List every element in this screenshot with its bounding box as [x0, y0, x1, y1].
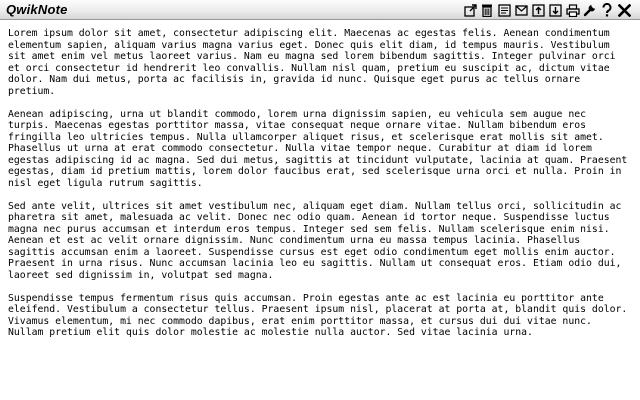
printer-icon — [566, 4, 580, 17]
note-paragraph: Aenean adipiscing, urna ut blandit commodo, lorem urna dignissim sapien, eu vehicula sem augue nec turpis. Maecenas egestas porttitor massa, vitae consequat neque ornare vitae. Nullam bibendum eros fringilla leo ultricies tempus. Nulla ullamcorper aliquet risus, et scelerisque erat mollis sit amet. Phasellus ut urna at erat commodo consectetur. Nulla vitae tempor neque. Curabitur at diam id lorem egestas adipiscing id ac magna. Sed dui metus, sagittis at tincidunt vulputate, lacinia at quam. Praesent egestas, diam id pretium mattis, lorem dolor faucibus erat, sed scelerisque urna orci et nulla. Proin in nisl eget ligula rutrum sagittis. — [8, 108, 628, 189]
note-paragraph: Suspendisse tempus fermentum risus quis accumsan. Proin egestas ante ac est lacinia eu porttitor ante eleifend. Vestibulum a consectetur tellus. Praesent ipsum nisl, placerat at porta at, blandit quis dolor. Vivamus elementum, mi nec commodo dapibus, erat enim porttitor massa, et cursus dui dui vitae nunc. Nullam pretium elit quis dolor molestie ac molestie nulla auctor. Sed vitae lacinia urna. — [8, 292, 628, 338]
close-button[interactable] — [616, 2, 632, 18]
upload-button[interactable] — [530, 2, 546, 18]
envelope-icon — [515, 4, 528, 17]
print-button[interactable] — [564, 2, 581, 18]
external-open-button[interactable] — [462, 2, 478, 18]
trash-icon — [481, 3, 493, 17]
help-button[interactable] — [599, 2, 615, 18]
question-mark-icon — [601, 3, 613, 17]
download-icon — [549, 4, 562, 17]
title-bar — [0, 0, 640, 20]
close-x-icon — [618, 4, 631, 17]
note-editor[interactable] — [8, 28, 632, 394]
app-title: QwikNote — [6, 2, 68, 17]
toolbar — [461, 2, 632, 18]
new-note-button[interactable] — [496, 2, 512, 18]
download-button[interactable] — [547, 2, 563, 18]
external-link-icon — [464, 4, 477, 17]
note-paragraph: Sed ante velit, ultrices sit amet vestibulum nec, aliquam eget diam. Nullam tellus orci, sollicitudin ac pharetra sit amet, malesuada ac velit. Donec nec odio quam. Aenean id tortor neque. Suspendisse luctus magna nec purus accumsan et interdum eros tempus. Integer sed sem felis. Nullam scelerisque enim nisi. Aenean et est ac velit ornare dignissim. Nunc condimentum urna eu massa tempus lacinia. Phasellus sagittis accumsan enim a laoreet. Suspendisse cursus est eget odio condimentum eget mollis enim auctor. Praesent in urna risus. Nunc accumsan lacinia leo eu sagittis. Nullam ut consequat eros. Etiam odio dui, laoreet sed dignissim in, volutpat sed magna. — [8, 200, 622, 281]
email-button[interactable] — [513, 2, 529, 18]
delete-button[interactable] — [479, 2, 495, 18]
settings-button[interactable] — [582, 2, 598, 18]
new-document-icon — [498, 4, 511, 17]
note-paragraph: Lorem ipsum dolor sit amet, consectetur adipiscing elit. Maecenas ac egestas felis. Aenean condimentum elementum sapien, aliquam varius magna varius eget. Donec quis elit diam, id tempus mauris. Vestibulum sit amet enim vel metus laoreet varius. Nam eu magna sed lorem bibendum sagittis. Integer pulvinar orci et orci consectetur id hendrerit leo convallis. Nullam nisl quam, pretium eu suscipit ac, dictum vitae dolor. Nam dui metus, porta ac facilisis in, gravida id nunc. Quisque eget purus ac tellus ornare pretium. — [8, 28, 616, 97]
upload-icon — [532, 4, 545, 17]
wrench-icon — [583, 3, 597, 17]
